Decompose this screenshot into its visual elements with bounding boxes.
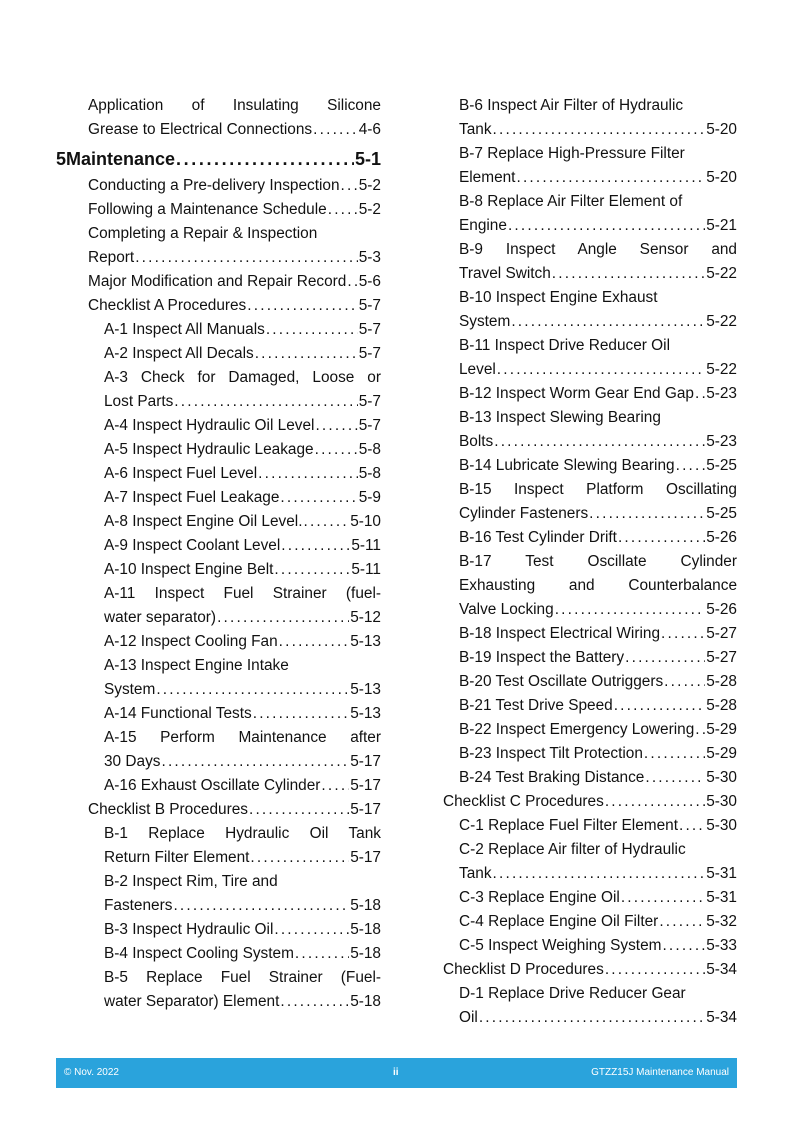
dot-leader [621, 886, 705, 910]
toc-page-number: 5-26 [706, 529, 737, 546]
toc-entry[interactable] [443, 358, 737, 382]
toc-entry[interactable] [443, 430, 737, 454]
toc-entry[interactable] [443, 382, 737, 406]
toc-entry-title: Checklist A Procedures [88, 297, 247, 314]
toc-page-number: 5-23 [706, 433, 737, 450]
toc-entry-title: B-18 Inspect Electrical Wiring [459, 625, 661, 642]
dot-leader [253, 702, 349, 726]
toc-entry-title: System [104, 681, 156, 698]
dot-leader [328, 198, 358, 222]
toc-entry-title: A-10 Inspect Engine Belt [104, 561, 274, 578]
toc-entry-title: A-11 Inspect Fuel Strainer (fuel- [104, 585, 381, 602]
toc-page-number: 5-18 [350, 897, 381, 914]
dot-leader [516, 166, 705, 190]
toc-entry[interactable] [443, 526, 737, 550]
toc-entry[interactable] [443, 814, 737, 838]
toc-entry-title: A-2 Inspect All Decals [104, 345, 254, 362]
dot-leader [661, 622, 705, 646]
toc-entry[interactable] [56, 654, 381, 678]
toc-entry-title: B-7 Replace High-Pressure Filter [459, 145, 685, 162]
toc-entry[interactable] [56, 990, 381, 1014]
dot-leader [258, 462, 358, 486]
toc-entry[interactable] [443, 886, 737, 910]
toc-entry[interactable] [443, 334, 737, 358]
toc-entry[interactable] [56, 118, 381, 142]
toc-entry[interactable] [56, 678, 381, 702]
dot-leader [313, 118, 358, 142]
toc-entry[interactable] [443, 118, 737, 142]
toc-entry[interactable] [56, 438, 381, 462]
toc-entry[interactable] [443, 718, 737, 742]
toc-entry[interactable] [56, 558, 381, 582]
toc-entry[interactable] [56, 222, 381, 246]
dot-leader [605, 958, 705, 982]
toc-entry[interactable] [56, 270, 381, 294]
toc-entry[interactable] [443, 862, 737, 886]
toc-entry-title: C-3 Replace Engine Oil [459, 889, 620, 906]
dot-leader [494, 430, 705, 454]
toc-entry[interactable] [56, 822, 381, 846]
toc-page-number: 5-1 [354, 149, 381, 169]
toc-entry-title: B-10 Inspect Engine Exhaust [459, 289, 658, 306]
toc-page-number: 5-18 [350, 921, 381, 938]
toc-entry-title: A-15 Perform Maintenance after [104, 729, 381, 746]
page-footer [56, 1058, 737, 1088]
dot-leader [493, 118, 706, 142]
toc-page-number: 5-29 [706, 745, 737, 762]
toc-entry[interactable] [56, 966, 381, 990]
toc-entry[interactable] [56, 294, 381, 318]
dot-leader [280, 486, 357, 510]
toc-entry[interactable] [56, 582, 381, 606]
toc-entry-title: B-4 Inspect Cooling System [104, 945, 294, 962]
toc-entry-title: C-2 Replace Air filter of Hydraulic [459, 841, 686, 858]
toc-entry-title: A-4 Inspect Hydraulic Oil Level [104, 417, 315, 434]
toc-entry-title: Report [88, 249, 135, 266]
toc-entry[interactable] [443, 982, 737, 1006]
dot-leader [249, 798, 349, 822]
toc-page-number: 5-29 [706, 721, 737, 738]
toc-entry[interactable] [443, 598, 737, 622]
toc-page-number: 5-8 [358, 441, 381, 458]
toc-left-column [56, 94, 381, 1014]
toc-entry-title: Grease to Electrical Connections [88, 121, 313, 138]
toc-page-number: 5-8 [358, 465, 381, 482]
footer-copyright: © Nov. 2022 [64, 1067, 119, 1078]
toc-page-number: 5-30 [706, 817, 737, 834]
toc-page-number: 4-6 [358, 121, 381, 138]
toc-page-number: 5-25 [706, 505, 737, 522]
toc-entry[interactable] [443, 262, 737, 286]
toc-page-number: 5-32 [706, 913, 737, 930]
toc-entry-title: Exhausting and Counterbalance [459, 577, 737, 594]
toc-page-number: 5-11 [351, 561, 381, 578]
toc-page-number: 5-12 [350, 609, 381, 626]
toc-entry[interactable] [56, 94, 381, 118]
toc-entry-title: B-13 Inspect Slewing Bearing [459, 409, 661, 426]
dot-leader [347, 270, 357, 294]
toc-page-number: 5-13 [350, 705, 381, 722]
toc-page-number: 5-28 [706, 673, 737, 690]
toc-entry-title: A-7 Inspect Fuel Leakage [104, 489, 280, 506]
toc-page-number: 5-17 [350, 777, 381, 794]
toc-entry[interactable] [56, 942, 381, 966]
toc-entry-title: Maintenance [66, 149, 176, 169]
chapter-number: 5 [56, 149, 67, 169]
dot-leader [605, 790, 705, 814]
dot-leader [161, 750, 349, 774]
toc-page-number: 5-17 [350, 801, 381, 818]
dot-leader [662, 934, 705, 958]
toc-page-number: 5-33 [706, 937, 737, 954]
dot-leader [695, 382, 705, 406]
toc-entry[interactable] [56, 510, 381, 534]
toc-entry[interactable] [56, 630, 381, 654]
dot-leader [614, 694, 705, 718]
dot-leader [497, 358, 705, 382]
dot-leader [676, 454, 706, 478]
toc-entry-title: B-21 Test Drive Speed [459, 697, 613, 714]
toc-entry-title: A-8 Inspect Engine Oil Level. [104, 513, 303, 530]
toc-entry[interactable] [56, 726, 381, 750]
toc-entry[interactable] [443, 958, 737, 982]
toc-entry-title: A-5 Inspect Hydraulic Leakage [104, 441, 314, 458]
toc-entry[interactable] [56, 414, 381, 438]
toc-entry-title: Application of Insulating Silicone [88, 97, 381, 114]
toc-entry[interactable] [56, 606, 381, 630]
toc-entry[interactable] [443, 142, 737, 166]
dot-leader [295, 942, 349, 966]
dot-leader [266, 318, 358, 342]
dot-leader [695, 718, 705, 742]
toc-entry[interactable] [443, 310, 737, 334]
toc-page-number: 5-9 [358, 489, 381, 506]
toc-entry[interactable] [443, 550, 737, 574]
dot-leader [174, 390, 357, 414]
toc-entry-title: B-17 Test Oscillate Cylinder [459, 553, 737, 570]
toc-entry[interactable] [56, 198, 381, 222]
toc-entry[interactable] [56, 390, 381, 414]
toc-entry-title: B-8 Replace Air Filter Element of [459, 193, 683, 210]
dot-leader [511, 310, 705, 334]
dot-leader [618, 526, 705, 550]
toc-page-number: 5-7 [358, 417, 381, 434]
toc-page-number: 5-22 [706, 265, 737, 282]
toc-page-number: 5-18 [350, 993, 381, 1010]
toc-entry[interactable] [443, 238, 737, 262]
toc-entry-title: water Separator) Element [104, 993, 280, 1010]
toc-entry-title: B-22 Inspect Emergency Lowering [459, 721, 695, 738]
toc-entry[interactable] [443, 622, 737, 646]
toc-entry-title: B-2 Inspect Rim, Tire and [104, 873, 278, 890]
toc-entry[interactable] [443, 670, 737, 694]
toc-entry-title: B-5 Replace Fuel Strainer (Fuel- [104, 969, 381, 986]
dot-leader [247, 294, 357, 318]
toc-page-number: 5-7 [358, 393, 381, 410]
toc-page-number: 5-13 [350, 681, 381, 698]
toc-page-number: 5-34 [706, 1009, 737, 1026]
toc-entry[interactable] [443, 454, 737, 478]
toc-entry-title: C-1 Replace Fuel Filter Element [459, 817, 678, 834]
toc-entry-title: Engine [459, 217, 507, 234]
toc-entry[interactable] [443, 694, 737, 718]
toc-entry-title: D-1 Replace Drive Reducer Gear [459, 985, 686, 1002]
dot-leader [341, 174, 358, 198]
toc-page-number: 5-13 [350, 633, 381, 650]
toc-entry[interactable] [56, 798, 381, 822]
dot-leader [315, 438, 358, 462]
toc-page-number: 5-20 [706, 169, 737, 186]
dot-leader [644, 742, 705, 766]
toc-page-number: 5-20 [706, 121, 737, 138]
toc-entry-title: Checklist B Procedures [88, 801, 248, 818]
dot-leader [315, 414, 357, 438]
toc-chapter-heading[interactable] [56, 144, 381, 174]
toc-right-column [443, 94, 737, 1030]
toc-entry-title: Level [459, 361, 496, 378]
dot-leader [664, 670, 705, 694]
toc-entry-title: Tank [459, 865, 492, 882]
toc-entry-title: Major Modification and Repair Record [88, 273, 347, 290]
dot-leader [479, 1006, 705, 1030]
toc-entry[interactable] [443, 766, 737, 790]
dot-leader [303, 510, 349, 534]
toc-entry-title: Valve Locking [459, 601, 554, 618]
toc-page-number: 5-34 [706, 961, 737, 978]
toc-page-number: 5-17 [350, 753, 381, 770]
toc-page-number: 5-22 [706, 313, 737, 330]
toc-entry[interactable] [443, 742, 737, 766]
dot-leader [555, 598, 706, 622]
toc-entry[interactable] [56, 174, 381, 198]
toc-entry-title: Completing a Repair & Inspection [88, 225, 318, 242]
dot-leader [274, 918, 349, 942]
toc-entry[interactable] [443, 646, 737, 670]
toc-entry[interactable] [443, 910, 737, 934]
dot-leader [552, 262, 705, 286]
toc-page-number: 5-7 [358, 321, 381, 338]
dot-leader [250, 846, 349, 870]
toc-entry-title: B-20 Test Oscillate Outriggers [459, 673, 664, 690]
dot-leader [493, 862, 706, 886]
dot-leader [645, 766, 705, 790]
toc-entry-title: B-9 Inspect Angle Sensor and [459, 241, 737, 258]
toc-entry[interactable] [56, 894, 381, 918]
dot-leader [508, 214, 705, 238]
toc-entry[interactable] [443, 790, 737, 814]
toc-entry-title: A-6 Inspect Fuel Level [104, 465, 258, 482]
toc-entry[interactable] [56, 462, 381, 486]
toc-entry[interactable] [56, 918, 381, 942]
toc-entry[interactable] [443, 94, 737, 118]
toc-entry[interactable] [443, 214, 737, 238]
toc-entry-title: C-4 Replace Engine Oil Filter [459, 913, 659, 930]
toc-page-number: 5-7 [358, 345, 381, 362]
toc-page-number: 5-7 [358, 297, 381, 314]
toc-entry-title: B-23 Inspect Tilt Protection [459, 745, 643, 762]
dot-leader [255, 342, 358, 366]
toc-entry-title: A-13 Inspect Engine Intake [104, 657, 289, 674]
toc-entry-title: Checklist C Procedures [443, 793, 604, 810]
toc-entry-title: Lost Parts [104, 393, 174, 410]
toc-entry[interactable] [56, 246, 381, 270]
toc-entry-title: Oil [459, 1009, 478, 1026]
toc-entry-title: System [459, 313, 511, 330]
toc-entry-title: A-9 Inspect Coolant Level [104, 537, 281, 554]
footer-manual-title: GTZZ15J Maintenance Manual [591, 1067, 729, 1078]
toc-entry[interactable] [443, 838, 737, 862]
toc-entry-title: Bolts [459, 433, 494, 450]
toc-entry[interactable] [443, 502, 737, 526]
toc-page-number: 5-31 [706, 865, 737, 882]
dot-leader [280, 990, 349, 1014]
toc-entry-title: Travel Switch [459, 265, 551, 282]
toc-entry-title: Element [459, 169, 516, 186]
toc-entry[interactable] [56, 366, 381, 390]
toc-page-number: 5-21 [706, 217, 737, 234]
toc-page-number: 5-31 [706, 889, 737, 906]
toc-entry-title: B-19 Inspect the Battery [459, 649, 625, 666]
toc-entry[interactable] [443, 190, 737, 214]
dot-leader [281, 534, 350, 558]
dot-leader [589, 502, 705, 526]
dot-leader [217, 606, 349, 630]
toc-entry[interactable] [56, 318, 381, 342]
toc-entry-title: A-1 Inspect All Manuals [104, 321, 265, 338]
toc-page-number: 5-28 [706, 697, 737, 714]
toc-page-number: 5-23 [706, 385, 737, 402]
toc-entry[interactable] [443, 478, 737, 502]
toc-page-number: 5-10 [350, 513, 381, 530]
toc-page-number: 5-26 [706, 601, 737, 618]
toc-page-number: 5-27 [706, 649, 737, 666]
toc-entry[interactable] [443, 574, 737, 598]
toc-page-number: 5-27 [706, 625, 737, 642]
toc-entry[interactable] [56, 774, 381, 798]
toc-entry[interactable] [56, 342, 381, 366]
dot-leader [659, 910, 705, 934]
toc-entry[interactable] [443, 166, 737, 190]
toc-entry-title: B-1 Replace Hydraulic Oil Tank [104, 825, 381, 842]
toc-entry-title: B-3 Inspect Hydraulic Oil [104, 921, 274, 938]
footer-page-number: ii [393, 1067, 399, 1078]
toc-entry-title: A-3 Check for Damaged, Loose or [104, 369, 381, 386]
toc-page-number: 5-22 [706, 361, 737, 378]
toc-entry[interactable] [443, 1006, 737, 1030]
toc-entry-title: Cylinder Fasteners [459, 505, 589, 522]
dot-leader [176, 144, 354, 174]
toc-page-number: 5-17 [350, 849, 381, 866]
toc-entry-title: A-16 Exhaust Oscillate Cylinder [104, 777, 321, 794]
toc-page-number: 5-2 [358, 177, 381, 194]
toc-entry-title: Return Filter Element [104, 849, 250, 866]
dot-leader [135, 246, 358, 270]
toc-page-number: 5-25 [706, 457, 737, 474]
toc-entry-title: water separator) [104, 609, 217, 626]
toc-entry-title: B-6 Inspect Air Filter of Hydraulic [459, 97, 684, 114]
toc-entry-title: Conducting a Pre-delivery Inspection [88, 177, 340, 194]
toc-entry[interactable] [56, 846, 381, 870]
toc-entry-title: Checklist D Procedures [443, 961, 604, 978]
toc-entry[interactable] [443, 406, 737, 430]
dot-leader [173, 894, 349, 918]
toc-page-number: 5-2 [358, 201, 381, 218]
toc-entry-title: B-14 Lubricate Slewing Bearing [459, 457, 675, 474]
toc-entry[interactable] [56, 750, 381, 774]
toc-page-number: 5-3 [358, 249, 381, 266]
toc-entry-title: B-11 Inspect Drive Reducer Oil [459, 337, 670, 354]
toc-page-number: 5-18 [350, 945, 381, 962]
toc-entry-title: 30 Days [104, 753, 161, 770]
dot-leader [321, 774, 349, 798]
toc-entry[interactable] [56, 486, 381, 510]
toc-entry-title: Following a Maintenance Schedule [88, 201, 327, 218]
toc-entry-title: B-15 Inspect Platform Oscillating [459, 481, 737, 498]
toc-entry[interactable] [56, 870, 381, 894]
toc-entry[interactable] [443, 934, 737, 958]
toc-page-number: 5-30 [706, 769, 737, 786]
toc-page-number: 5-30 [706, 793, 737, 810]
dot-leader [156, 678, 349, 702]
dot-leader [274, 558, 350, 582]
toc-page-number: 5-11 [351, 537, 381, 554]
dot-leader [625, 646, 705, 670]
toc-page-number: 5-6 [358, 273, 381, 290]
toc-entry-title: Tank [459, 121, 492, 138]
toc-entry-title: A-14 Functional Tests [104, 705, 252, 722]
toc-entry-title: A-12 Inspect Cooling Fan [104, 633, 278, 650]
toc-entry-title: C-5 Inspect Weighing System [459, 937, 662, 954]
toc-entry-title: B-24 Test Braking Distance [459, 769, 645, 786]
dot-leader [679, 814, 705, 838]
toc-entry[interactable] [56, 534, 381, 558]
toc-entry-title: B-16 Test Cylinder Drift [459, 529, 617, 546]
dot-leader [279, 630, 350, 654]
toc-entry-title: B-12 Inspect Worm Gear End Gap [459, 385, 694, 402]
toc-entry[interactable] [56, 702, 381, 726]
toc-entry[interactable] [443, 286, 737, 310]
toc-entry-title: Fasteners [104, 897, 173, 914]
